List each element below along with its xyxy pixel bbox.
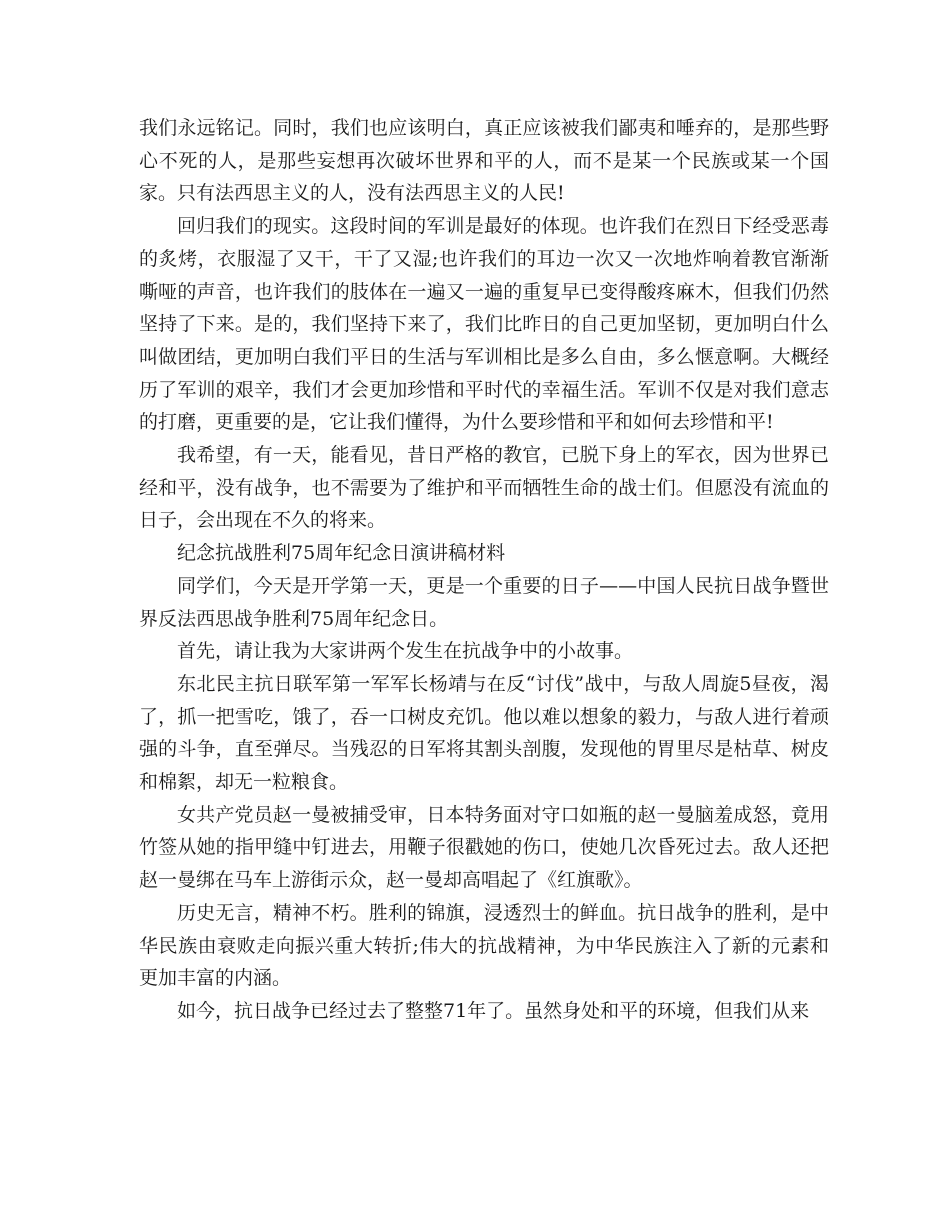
paragraph: 如今，抗日战争已经过去了整整71年了。虽然身处和平的环境，但我们从来: [177, 999, 810, 1022]
section-heading: 纪念抗战胜利75周年纪念日演讲稿材料: [177, 542, 506, 565]
paragraph: 首先，请让我为大家讲两个发生在抗战争中的小故事。: [177, 640, 634, 663]
paragraph: 回归我们的现实。这段时间的军训是最好的体现。也许我们在烈日下经受恶毒的炙烤，衣服湿了又干，干了又湿;也许我们的耳边一次又一次地炸响着教官渐渐嘶哑的声音，也许我们的肢体在一遍又一遍的重复早已变得酸疼麻木，但我们仍然坚持了下来。是的，我们坚持下来了，我们比昨日的自己更加坚韧，更加明白什么叫做团结，更加明白我们平日的生活与军训相比是多么自由，多么惬意啊。大概经历了军训的艰辛，我们才会更加珍惜和平时代的幸福生活。军训不仅是对我们意志的打磨，更重要的是，它让我们懂得，为什么要珍惜和平和如何去珍惜和平!: [139, 215, 829, 434]
paragraph: 东北民主抗日联军第一军军长杨靖与在反“讨伐”战中，与敌人周旋5昼夜，渴了，抓一把雪吃，饿了，吞一口树皮充饥。他以难以想象的毅力，与敌人进行着顽强的斗争，直至弹尽。当残忍的日军将其割头剖腹，发现他的胃里尽是枯草、树皮和棉絮，却无一粒粮食。: [139, 672, 829, 794]
paragraph: 女共产党员赵一曼被捕受审，日本特务面对守口如瓶的赵一曼脑羞成怒，竟用竹签从她的指甲缝中钉进去，用鞭子很戳她的伤口，使她几次昏死过去。敌人还把赵一曼绑在马车上游街示众，赵一曼却高唱起了《红旗歌》。: [139, 803, 829, 892]
paragraph: 历史无言，精神不朽。胜利的锦旗，浸透烈士的鲜血。抗日战争的胜利，是中华民族由衰败走向振兴重大转折;伟大的抗战精神，为中华民族注入了新的元素和更加丰富的内涵。: [139, 901, 829, 990]
paragraph: 同学们，今天是开学第一天，更是一个重要的日子——中国人民抗日战争暨世界反法西思战争胜利75周年纪念日。: [139, 574, 829, 630]
document-body: [139, 112, 829, 1028]
paragraph: 我们永远铭记。同时，我们也应该明白，真正应该被我们鄙夷和唾弃的，是那些野心不死的人，是那些妄想再次破坏世界和平的人，而不是某一个民族或某一个国家。只有法西思主义的人，没有法西思主义的人民!: [139, 117, 829, 205]
paragraph: 我希望，有一天，能看见，昔日严格的教官，已脱下身上的军衣，因为世界已经和平，没有战争，也不需要为了维护和平而牺牲生命的战士们。但愿没有流血的日子，会出现在不久的将来。: [139, 444, 829, 532]
